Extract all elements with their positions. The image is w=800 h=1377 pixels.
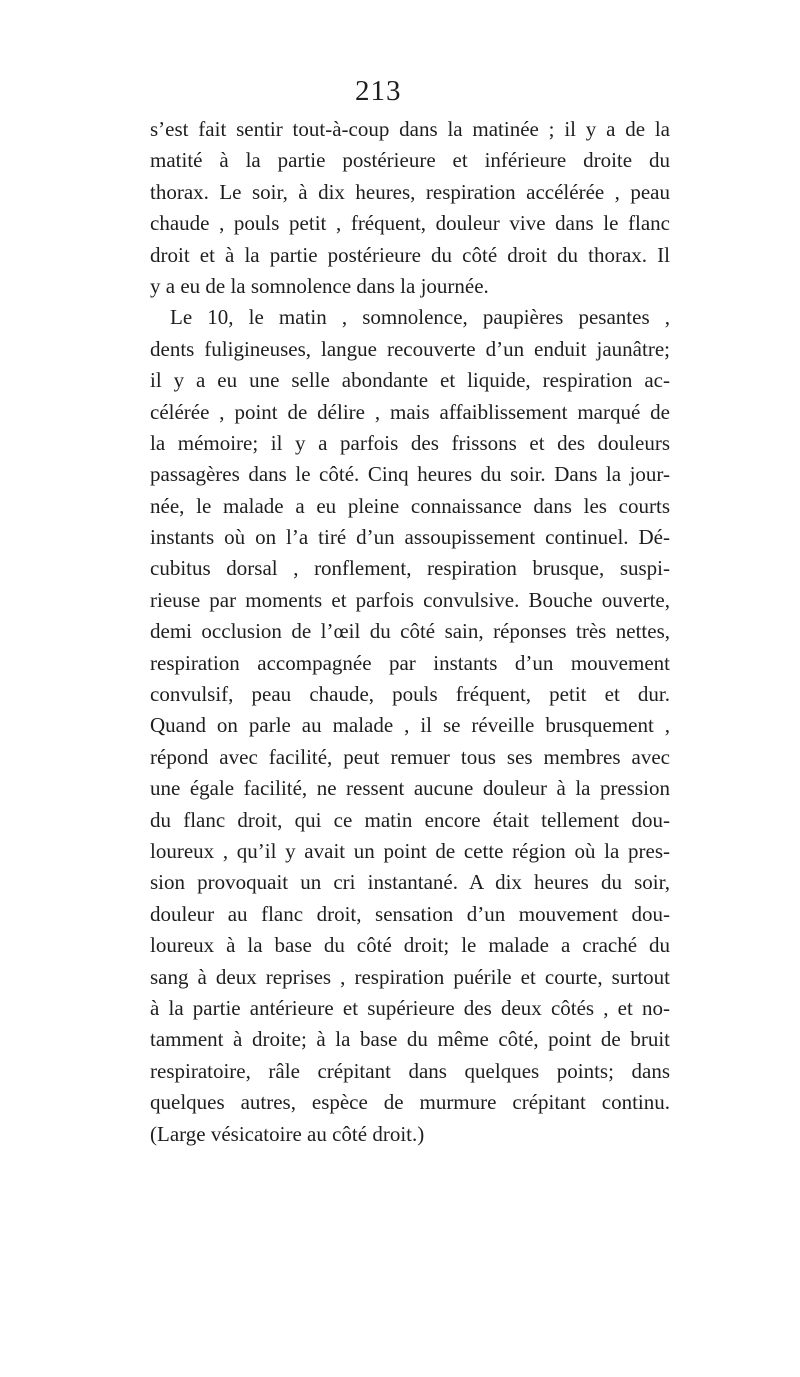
page-number: 213 [355,75,402,107]
text-line: cubitus dorsal , ronflement, respiration brusque, suspi- [150,556,670,581]
text-line: s’est fait sentir tout-à-coup dans la matinée ; il y a de la [150,117,670,141]
body-text [150,114,670,1150]
text-line: tamment à droite; à la base du même côté, point de bruit [150,1027,670,1052]
text-line: y a eu de la somnolence dans la journée. [150,273,489,298]
text-line: douleur au flanc droit, sensation d’un mouvement dou- [150,901,670,926]
text-line: respiratoire, râle crépitant dans quelques points; dans [150,1058,670,1083]
text-line: rieuse par moments et parfois convulsive. Bouche ouverte, [150,587,670,612]
text-line: née, le malade a eu pleine connaissance dans les courts [150,493,670,518]
text-line: à la partie antérieure et supérieure des deux côtés , et no- [150,995,670,1020]
text-line: quelques autres, espèce de murmure crépitant continu. [150,1090,670,1115]
text-line: respiration accompagnée par instants d’un mouvement [150,650,670,675]
text-line: dents fuligineuses, langue recouverte d’un enduit jaunâtre; [150,336,670,361]
text-line: thorax. Le soir, à dix heures, respiration accélérée , peau [150,179,670,204]
text-line: (Large vésicatoire au côté droit.) [150,1121,425,1146]
text-line: Le 10, le matin , somnolence, paupières pesantes , [170,305,670,330]
text-line: sion provoquait un cri instantané. A dix heures du soir, [150,870,670,895]
text-line: demi occlusion de l’œil du côté sain, réponses très nettes, [150,619,670,644]
text-line: sang à deux reprises , respiration puérile et courte, surtout [150,964,670,989]
text-line: instants où on l’a tiré d’un assoupissement continuel. Dé- [150,525,670,550]
text-line: répond avec facilité, peut remuer tous ses membres avec [150,744,670,769]
text-line: loureux , qu’il y avait un point de cette région où la pres- [150,838,670,863]
text-line: loureux à la base du côté droit; le malade a craché du [150,933,670,958]
text-line: une égale facilité, ne ressent aucune douleur à la pression [150,776,670,801]
text-line: la mémoire; il y a parfois des frissons et des douleurs [150,430,670,455]
text-line: il y a eu une selle abondante et liquide, respiration ac- [150,368,670,393]
text-line: droit et à la partie postérieure du côté droit du thorax. Il [150,242,670,267]
text-line: matité à la partie postérieure et inférieure droite du [150,148,670,173]
text-line: convulsif, peau chaude, pouls fréquent, petit et dur. [150,682,670,707]
text-line: du flanc droit, qui ce matin encore était tellement dou- [150,807,670,832]
text-line: chaude , pouls petit , fréquent, douleur vive dans le flanc [150,211,670,236]
text-line: célérée , point de délire , mais affaiblissement marqué de [150,399,670,424]
text-line: Quand on parle au malade , il se réveille brusquement , [150,713,670,738]
text-line: passagères dans le côté. Cinq heures du soir. Dans la jour- [150,462,670,487]
